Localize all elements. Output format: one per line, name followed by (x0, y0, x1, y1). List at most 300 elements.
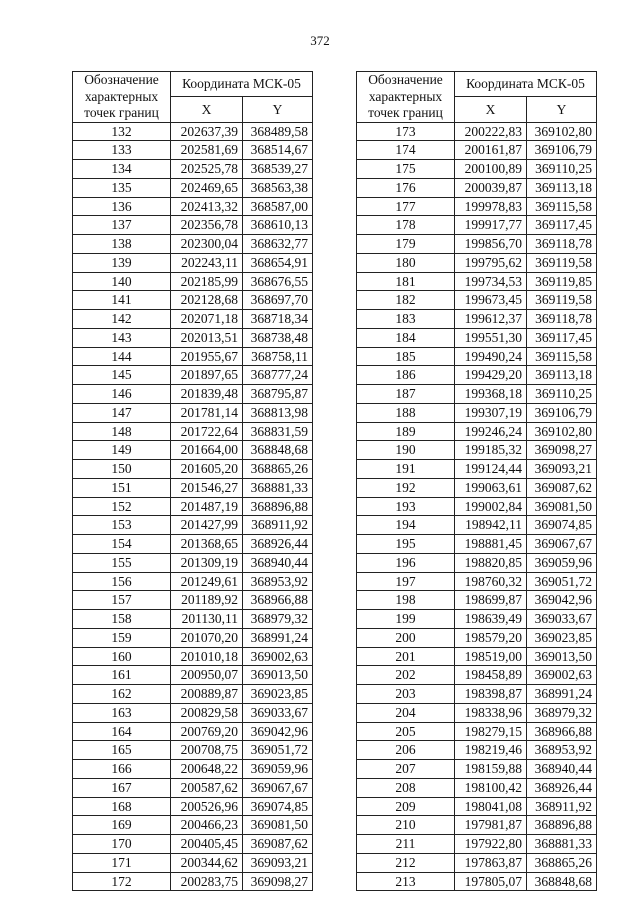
x-coordinate-cell: 202356,78 (171, 216, 243, 235)
point-number-cell: 204 (357, 703, 455, 722)
table-row (73, 403, 313, 422)
table-row (73, 178, 313, 197)
header-designation: Обозначение характерных точек границ (357, 72, 455, 123)
y-coordinate-cell: 368979,32 (527, 703, 597, 722)
x-coordinate-cell: 201664,00 (171, 441, 243, 460)
header-y: Y (243, 97, 313, 122)
y-coordinate-cell: 368848,68 (527, 872, 597, 891)
x-coordinate-cell: 200587,62 (171, 778, 243, 797)
table-row (73, 460, 313, 479)
table-row (73, 853, 313, 872)
y-coordinate-cell: 368966,88 (527, 722, 597, 741)
point-number-cell: 147 (73, 403, 171, 422)
point-number-cell: 182 (357, 291, 455, 310)
point-number-cell: 154 (73, 535, 171, 554)
y-coordinate-cell: 369059,96 (243, 760, 313, 779)
point-number-cell: 141 (73, 291, 171, 310)
y-coordinate-cell: 368831,59 (243, 422, 313, 441)
point-number-cell: 145 (73, 366, 171, 385)
table-row (357, 703, 597, 722)
point-number-cell: 169 (73, 816, 171, 835)
x-coordinate-cell: 199673,45 (455, 291, 527, 310)
table-row (357, 853, 597, 872)
point-number-cell: 150 (73, 460, 171, 479)
point-number-cell: 136 (73, 197, 171, 216)
y-coordinate-cell: 369118,78 (527, 235, 597, 254)
table-row (73, 610, 313, 629)
x-coordinate-cell: 201781,14 (171, 403, 243, 422)
x-coordinate-cell: 198820,85 (455, 553, 527, 572)
point-number-cell: 211 (357, 835, 455, 854)
x-coordinate-cell: 199856,70 (455, 235, 527, 254)
y-coordinate-cell: 369087,62 (527, 478, 597, 497)
point-number-cell: 201 (357, 647, 455, 666)
table-row (357, 197, 597, 216)
point-number-cell: 165 (73, 741, 171, 760)
y-coordinate-cell: 369067,67 (527, 535, 597, 554)
point-number-cell: 191 (357, 460, 455, 479)
table-row (73, 835, 313, 854)
point-number-cell: 153 (73, 516, 171, 535)
y-coordinate-cell: 369051,72 (527, 572, 597, 591)
table-row (357, 647, 597, 666)
y-coordinate-cell: 369081,50 (243, 816, 313, 835)
point-number-cell: 180 (357, 253, 455, 272)
point-number-cell: 195 (357, 535, 455, 554)
x-coordinate-cell: 198041,08 (455, 797, 527, 816)
point-number-cell: 155 (73, 553, 171, 572)
point-number-cell: 146 (73, 385, 171, 404)
point-number-cell: 152 (73, 497, 171, 516)
x-coordinate-cell: 202013,51 (171, 328, 243, 347)
table-row (73, 741, 313, 760)
x-coordinate-cell: 201487,19 (171, 497, 243, 516)
x-coordinate-cell: 199063,61 (455, 478, 527, 497)
table-row (73, 797, 313, 816)
x-coordinate-cell: 202637,39 (171, 122, 243, 141)
table-row (357, 797, 597, 816)
y-coordinate-cell: 369106,79 (527, 141, 597, 160)
table-row (73, 216, 313, 235)
y-coordinate-cell: 369093,21 (527, 460, 597, 479)
x-coordinate-cell: 198639,49 (455, 610, 527, 629)
table-row (73, 347, 313, 366)
x-coordinate-cell: 201010,18 (171, 647, 243, 666)
table-row (357, 178, 597, 197)
table-row (73, 647, 313, 666)
table-row (357, 778, 597, 797)
y-coordinate-cell: 368848,68 (243, 441, 313, 460)
x-coordinate-cell: 201955,67 (171, 347, 243, 366)
table-row (357, 385, 597, 404)
y-coordinate-cell: 369033,67 (527, 610, 597, 629)
table-body-left (73, 122, 313, 891)
y-coordinate-cell: 369023,85 (243, 685, 313, 704)
point-number-cell: 148 (73, 422, 171, 441)
y-coordinate-cell: 369033,67 (243, 703, 313, 722)
point-number-cell: 196 (357, 553, 455, 572)
y-coordinate-cell: 368911,92 (527, 797, 597, 816)
x-coordinate-cell: 198881,45 (455, 535, 527, 554)
point-number-cell: 193 (357, 497, 455, 516)
table-row (357, 760, 597, 779)
table-row (357, 741, 597, 760)
table-row (357, 685, 597, 704)
table-row (73, 628, 313, 647)
table-row (73, 497, 313, 516)
header-y: Y (527, 97, 597, 122)
y-coordinate-cell: 369013,50 (527, 647, 597, 666)
y-coordinate-cell: 369051,72 (243, 741, 313, 760)
x-coordinate-cell: 202413,32 (171, 197, 243, 216)
x-coordinate-cell: 200769,20 (171, 722, 243, 741)
x-coordinate-cell: 199551,30 (455, 328, 527, 347)
table-row (357, 816, 597, 835)
x-coordinate-cell: 200708,75 (171, 741, 243, 760)
table-row (357, 628, 597, 647)
table-row (73, 816, 313, 835)
point-number-cell: 144 (73, 347, 171, 366)
header-x: X (171, 97, 243, 122)
point-number-cell: 163 (73, 703, 171, 722)
x-coordinate-cell: 201605,20 (171, 460, 243, 479)
y-coordinate-cell: 369119,58 (527, 253, 597, 272)
x-coordinate-cell: 201368,65 (171, 535, 243, 554)
x-coordinate-cell: 199002,84 (455, 497, 527, 516)
coordinates-table-left (72, 71, 313, 891)
table-row (357, 403, 597, 422)
x-coordinate-cell: 200100,89 (455, 160, 527, 179)
table-row (73, 272, 313, 291)
table-row (73, 441, 313, 460)
y-coordinate-cell: 369115,58 (527, 347, 597, 366)
y-coordinate-cell: 369042,96 (243, 722, 313, 741)
y-coordinate-cell: 368926,44 (243, 535, 313, 554)
table-row (357, 835, 597, 854)
y-coordinate-cell: 368697,70 (243, 291, 313, 310)
table-row (73, 872, 313, 891)
table-row (73, 778, 313, 797)
table-row (357, 460, 597, 479)
point-number-cell: 178 (357, 216, 455, 235)
point-number-cell: 187 (357, 385, 455, 404)
x-coordinate-cell: 202185,99 (171, 272, 243, 291)
y-coordinate-cell: 369110,25 (527, 160, 597, 179)
table-row (357, 347, 597, 366)
y-coordinate-cell: 369074,85 (243, 797, 313, 816)
point-number-cell: 207 (357, 760, 455, 779)
table-row (73, 197, 313, 216)
header-coordinate: Координата МСК-05 (455, 72, 597, 97)
x-coordinate-cell: 197805,07 (455, 872, 527, 891)
y-coordinate-cell: 368539,27 (243, 160, 313, 179)
table-row (73, 310, 313, 329)
point-number-cell: 151 (73, 478, 171, 497)
y-coordinate-cell: 368881,33 (243, 478, 313, 497)
y-coordinate-cell: 369119,58 (527, 291, 597, 310)
point-number-cell: 134 (73, 160, 171, 179)
x-coordinate-cell: 199368,18 (455, 385, 527, 404)
y-coordinate-cell: 368865,26 (527, 853, 597, 872)
x-coordinate-cell: 202300,04 (171, 235, 243, 254)
point-number-cell: 168 (73, 797, 171, 816)
y-coordinate-cell: 369102,80 (527, 422, 597, 441)
point-number-cell: 164 (73, 722, 171, 741)
y-coordinate-cell: 368610,13 (243, 216, 313, 235)
point-number-cell: 192 (357, 478, 455, 497)
table-row (357, 291, 597, 310)
table-row (73, 685, 313, 704)
point-number-cell: 176 (357, 178, 455, 197)
table-row (357, 666, 597, 685)
y-coordinate-cell: 368777,24 (243, 366, 313, 385)
y-coordinate-cell: 369013,50 (243, 666, 313, 685)
y-coordinate-cell: 368896,88 (527, 816, 597, 835)
y-coordinate-cell: 369087,62 (243, 835, 313, 854)
page-number: 372 (310, 33, 330, 48)
point-number-cell: 137 (73, 216, 171, 235)
table-row (73, 478, 313, 497)
y-coordinate-cell: 369098,27 (243, 872, 313, 891)
x-coordinate-cell: 199978,83 (455, 197, 527, 216)
point-number-cell: 206 (357, 741, 455, 760)
y-coordinate-cell: 368489,58 (243, 122, 313, 141)
x-coordinate-cell: 200405,45 (171, 835, 243, 854)
x-coordinate-cell: 201130,11 (171, 610, 243, 629)
table-row (357, 216, 597, 235)
point-number-cell: 210 (357, 816, 455, 835)
x-coordinate-cell: 200283,75 (171, 872, 243, 891)
table-row (73, 141, 313, 160)
x-coordinate-cell: 198398,87 (455, 685, 527, 704)
x-coordinate-cell: 200222,83 (455, 122, 527, 141)
table-body-right (357, 122, 597, 891)
table-row (73, 253, 313, 272)
table-row (73, 553, 313, 572)
header-designation: Обозначение характерных точек границ (73, 72, 171, 123)
x-coordinate-cell: 200161,87 (455, 141, 527, 160)
point-number-cell: 189 (357, 422, 455, 441)
x-coordinate-cell: 201309,19 (171, 553, 243, 572)
y-coordinate-cell: 368654,91 (243, 253, 313, 272)
table-row (73, 160, 313, 179)
x-coordinate-cell: 200466,23 (171, 816, 243, 835)
y-coordinate-cell: 368738,48 (243, 328, 313, 347)
x-coordinate-cell: 199124,44 (455, 460, 527, 479)
table-row (357, 441, 597, 460)
y-coordinate-cell: 368953,92 (527, 741, 597, 760)
table-row (73, 572, 313, 591)
x-coordinate-cell: 202243,11 (171, 253, 243, 272)
point-number-cell: 175 (357, 160, 455, 179)
x-coordinate-cell: 201897,65 (171, 366, 243, 385)
x-coordinate-cell: 200344,62 (171, 853, 243, 872)
x-coordinate-cell: 201189,92 (171, 591, 243, 610)
x-coordinate-cell: 201070,20 (171, 628, 243, 647)
point-number-cell: 199 (357, 610, 455, 629)
point-number-cell: 205 (357, 722, 455, 741)
x-coordinate-cell: 198519,00 (455, 647, 527, 666)
table-row (357, 310, 597, 329)
x-coordinate-cell: 198279,15 (455, 722, 527, 741)
x-coordinate-cell: 199734,53 (455, 272, 527, 291)
table-row (357, 872, 597, 891)
table-row (73, 703, 313, 722)
header-x: X (455, 97, 527, 122)
y-coordinate-cell: 369110,25 (527, 385, 597, 404)
y-coordinate-cell: 369002,63 (527, 666, 597, 685)
y-coordinate-cell: 369113,18 (527, 366, 597, 385)
point-number-cell: 139 (73, 253, 171, 272)
y-coordinate-cell: 368881,33 (527, 835, 597, 854)
point-number-cell: 200 (357, 628, 455, 647)
table-row (357, 122, 597, 141)
y-coordinate-cell: 369042,96 (527, 591, 597, 610)
y-coordinate-cell: 368587,00 (243, 197, 313, 216)
table-row (357, 366, 597, 385)
y-coordinate-cell: 368991,24 (527, 685, 597, 704)
y-coordinate-cell: 368718,34 (243, 310, 313, 329)
x-coordinate-cell: 202581,69 (171, 141, 243, 160)
point-number-cell: 142 (73, 310, 171, 329)
x-coordinate-cell: 198219,46 (455, 741, 527, 760)
y-coordinate-cell: 368632,77 (243, 235, 313, 254)
table-row (357, 553, 597, 572)
point-number-cell: 179 (357, 235, 455, 254)
point-number-cell: 143 (73, 328, 171, 347)
x-coordinate-cell: 198699,87 (455, 591, 527, 610)
point-number-cell: 183 (357, 310, 455, 329)
y-coordinate-cell: 368966,88 (243, 591, 313, 610)
x-coordinate-cell: 200039,87 (455, 178, 527, 197)
y-coordinate-cell: 368911,92 (243, 516, 313, 535)
x-coordinate-cell: 199917,77 (455, 216, 527, 235)
table-row (357, 422, 597, 441)
point-number-cell: 203 (357, 685, 455, 704)
table-row (73, 666, 313, 685)
y-coordinate-cell: 368813,98 (243, 403, 313, 422)
table-row (357, 141, 597, 160)
x-coordinate-cell: 198100,42 (455, 778, 527, 797)
table-row (73, 235, 313, 254)
y-coordinate-cell: 369102,80 (527, 122, 597, 141)
table-row (73, 122, 313, 141)
x-coordinate-cell: 200950,07 (171, 666, 243, 685)
point-number-cell: 209 (357, 797, 455, 816)
coordinates-table-right (356, 71, 597, 891)
point-number-cell: 197 (357, 572, 455, 591)
point-number-cell: 184 (357, 328, 455, 347)
x-coordinate-cell: 197863,87 (455, 853, 527, 872)
table-row (357, 497, 597, 516)
y-coordinate-cell: 368926,44 (527, 778, 597, 797)
x-coordinate-cell: 199185,32 (455, 441, 527, 460)
point-number-cell: 133 (73, 141, 171, 160)
x-coordinate-cell: 200829,58 (171, 703, 243, 722)
x-coordinate-cell: 202128,68 (171, 291, 243, 310)
table-row (357, 591, 597, 610)
point-number-cell: 158 (73, 610, 171, 629)
table-row (357, 160, 597, 179)
point-number-cell: 174 (357, 141, 455, 160)
y-coordinate-cell: 368795,87 (243, 385, 313, 404)
x-coordinate-cell: 201839,48 (171, 385, 243, 404)
x-coordinate-cell: 201427,99 (171, 516, 243, 535)
y-coordinate-cell: 369118,78 (527, 310, 597, 329)
x-coordinate-cell: 198338,96 (455, 703, 527, 722)
point-number-cell: 167 (73, 778, 171, 797)
y-coordinate-cell: 369117,45 (527, 328, 597, 347)
point-number-cell: 212 (357, 853, 455, 872)
x-coordinate-cell: 198760,32 (455, 572, 527, 591)
table-row (357, 535, 597, 554)
y-coordinate-cell: 368991,24 (243, 628, 313, 647)
point-number-cell: 213 (357, 872, 455, 891)
point-number-cell: 188 (357, 403, 455, 422)
point-number-cell: 135 (73, 178, 171, 197)
x-coordinate-cell: 199246,24 (455, 422, 527, 441)
table-row (73, 591, 313, 610)
table-row (357, 253, 597, 272)
x-coordinate-cell: 201249,61 (171, 572, 243, 591)
x-coordinate-cell: 200889,87 (171, 685, 243, 704)
point-number-cell: 140 (73, 272, 171, 291)
point-number-cell: 181 (357, 272, 455, 291)
x-coordinate-cell: 198579,20 (455, 628, 527, 647)
y-coordinate-cell: 369113,18 (527, 178, 597, 197)
table-row (73, 760, 313, 779)
table-row (73, 722, 313, 741)
point-number-cell: 149 (73, 441, 171, 460)
point-number-cell: 172 (73, 872, 171, 891)
y-coordinate-cell: 369059,96 (527, 553, 597, 572)
y-coordinate-cell: 369002,63 (243, 647, 313, 666)
point-number-cell: 185 (357, 347, 455, 366)
y-coordinate-cell: 368979,32 (243, 610, 313, 629)
y-coordinate-cell: 369023,85 (527, 628, 597, 647)
table-row (73, 366, 313, 385)
x-coordinate-cell: 199795,62 (455, 253, 527, 272)
table-row (357, 478, 597, 497)
table-row (73, 422, 313, 441)
point-number-cell: 177 (357, 197, 455, 216)
y-coordinate-cell: 368563,38 (243, 178, 313, 197)
y-coordinate-cell: 368865,26 (243, 460, 313, 479)
point-number-cell: 161 (73, 666, 171, 685)
y-coordinate-cell: 368676,55 (243, 272, 313, 291)
table-row (357, 722, 597, 741)
y-coordinate-cell: 369119,85 (527, 272, 597, 291)
point-number-cell: 170 (73, 835, 171, 854)
y-coordinate-cell: 369106,79 (527, 403, 597, 422)
y-coordinate-cell: 369081,50 (527, 497, 597, 516)
y-coordinate-cell: 369067,67 (243, 778, 313, 797)
x-coordinate-cell: 200526,96 (171, 797, 243, 816)
table-row (73, 385, 313, 404)
x-coordinate-cell: 197922,80 (455, 835, 527, 854)
x-coordinate-cell: 202469,65 (171, 178, 243, 197)
table-row (357, 572, 597, 591)
point-number-cell: 171 (73, 853, 171, 872)
table-row (357, 516, 597, 535)
point-number-cell: 138 (73, 235, 171, 254)
point-number-cell: 166 (73, 760, 171, 779)
point-number-cell: 173 (357, 122, 455, 141)
y-coordinate-cell: 369074,85 (527, 516, 597, 535)
y-coordinate-cell: 369117,45 (527, 216, 597, 235)
x-coordinate-cell: 202071,18 (171, 310, 243, 329)
point-number-cell: 156 (73, 572, 171, 591)
